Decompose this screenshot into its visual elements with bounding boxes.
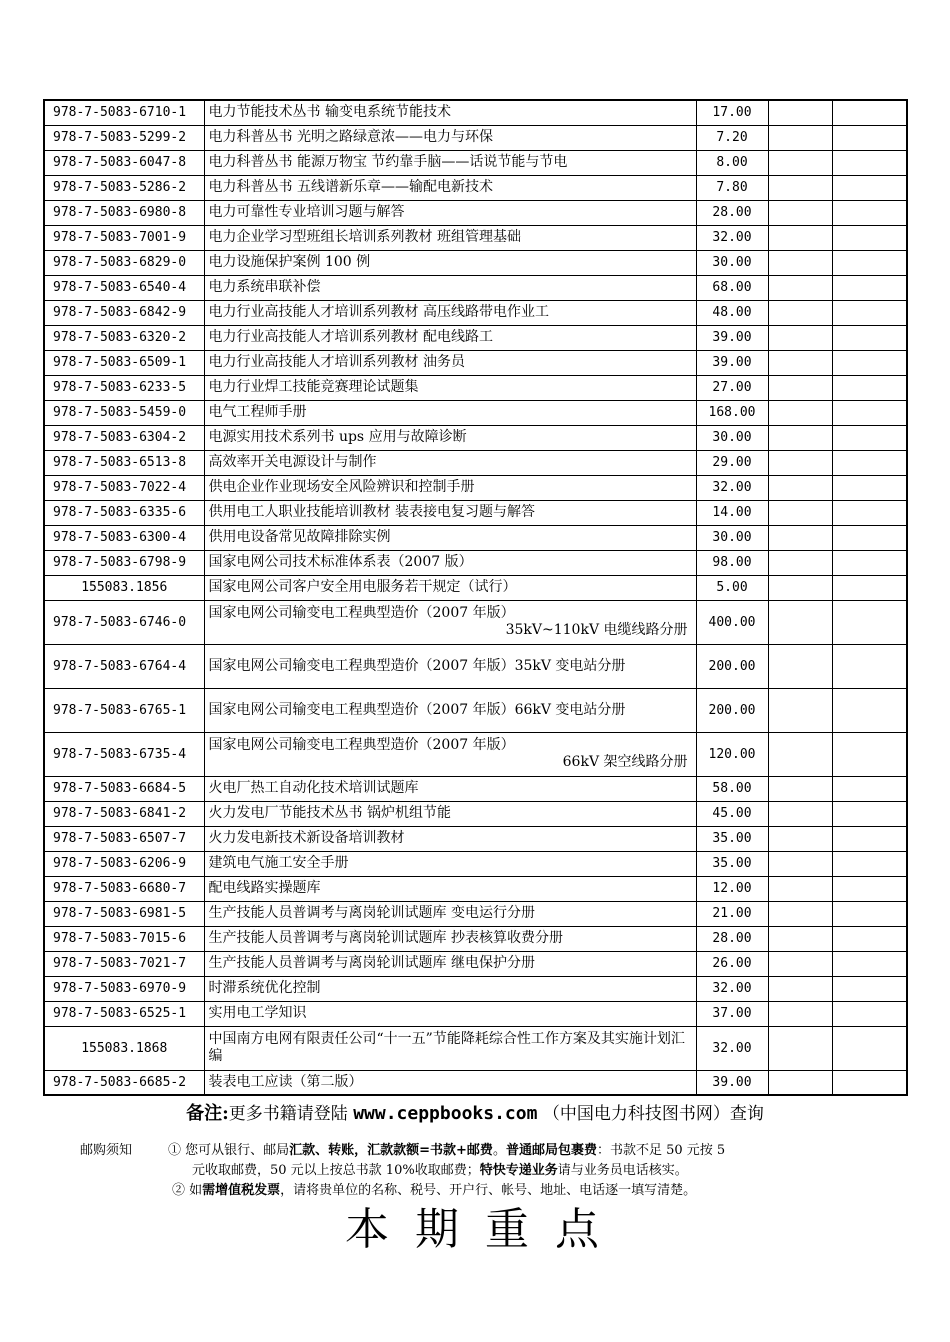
remark-cell[interactable] (832, 550, 907, 575)
isbn-cell: 978-7-5083-6507-7 (44, 826, 204, 851)
table-row (44, 400, 907, 425)
price-cell: 29.00 (696, 450, 768, 475)
title-cell (204, 475, 696, 500)
remark-cell[interactable] (832, 175, 907, 200)
mail-text: 。 (492, 1143, 506, 1158)
remark-cell[interactable] (832, 100, 907, 125)
isbn-cell: 978-7-5083-6680-7 (44, 876, 204, 901)
table-row (44, 1001, 907, 1026)
quantity-cell[interactable] (768, 1070, 832, 1095)
price-cell: 45.00 (696, 801, 768, 826)
price-cell: 30.00 (696, 250, 768, 275)
remark-cell[interactable] (832, 876, 907, 901)
title-text: 电力科普丛书 五线谱新乐章——输配电新技术 (208, 179, 493, 195)
mail-bold: 普通邮局包裹费 (505, 1143, 597, 1158)
price-cell: 400.00 (696, 600, 768, 644)
catalog-body (44, 100, 907, 1095)
quantity-cell[interactable] (768, 425, 832, 450)
price-cell: 32.00 (696, 225, 768, 250)
quantity-cell[interactable] (768, 275, 832, 300)
quantity-cell[interactable] (768, 826, 832, 851)
quantity-cell[interactable] (768, 375, 832, 400)
remark-cell[interactable] (832, 150, 907, 175)
isbn-cell: 978-7-5083-6684-5 (44, 776, 204, 801)
mail-text: ① 您可从银行、邮局 (168, 1143, 290, 1158)
title-line-1: 国家电网公司输变电工程典型造价（2007 年版） (208, 605, 515, 621)
title-text: 供电企业作业现场安全风险辨识和控制手册 (208, 479, 475, 495)
price-cell: 98.00 (696, 550, 768, 575)
remark-cell[interactable] (832, 475, 907, 500)
title-text: 电力企业学习型班组长培训系列教材 班组管理基础 (208, 229, 521, 245)
remark-line (0, 1099, 950, 1125)
quantity-cell[interactable] (768, 350, 832, 375)
price-cell: 39.00 (696, 350, 768, 375)
remark-cell[interactable] (832, 500, 907, 525)
table-row (44, 325, 907, 350)
title-text: 装表电工应读（第二版） (208, 1073, 363, 1090)
quantity-cell[interactable] (768, 325, 832, 350)
title-text: 电力可靠性专业培训习题与解答 (208, 204, 405, 220)
title-cell (204, 500, 696, 525)
title-text: 生产技能人员普调考与离岗轮训试题库 继电保护分册 (208, 955, 535, 971)
table-row (44, 1026, 907, 1070)
price-cell: 200.00 (696, 644, 768, 688)
price-cell: 39.00 (696, 1070, 768, 1095)
remark-text-before: 更多书籍请登陆 (228, 1104, 354, 1124)
mail-order-notice (80, 1141, 900, 1201)
price-cell: 7.80 (696, 175, 768, 200)
table-row (44, 1070, 907, 1095)
title-text: 电力系统串联补偿 (208, 279, 321, 295)
price-cell: 27.00 (696, 375, 768, 400)
isbn-cell: 978-7-5083-6540-4 (44, 275, 204, 300)
table-row (44, 175, 907, 200)
quantity-cell[interactable] (768, 525, 832, 550)
quantity-cell[interactable] (768, 200, 832, 225)
title-cell (204, 776, 696, 801)
title-cell (204, 375, 696, 400)
title-cell (204, 926, 696, 951)
table-row (44, 500, 907, 525)
title-cell (204, 225, 696, 250)
remark-cell[interactable] (832, 200, 907, 225)
table-row (44, 125, 907, 150)
remark-cell[interactable] (832, 732, 907, 776)
price-cell: 7.20 (696, 125, 768, 150)
quantity-cell[interactable] (768, 550, 832, 575)
title-line-2: 66kV 架空线路分册 (562, 754, 688, 770)
title-cell (204, 525, 696, 550)
title-cell (204, 688, 696, 732)
remark-cell[interactable] (832, 250, 907, 275)
remark-cell[interactable] (832, 375, 907, 400)
title-text: 生产技能人员普调考与离岗轮训试题库 抄表核算收费分册 (208, 930, 563, 946)
remark-cell[interactable] (832, 225, 907, 250)
price-cell: 26.00 (696, 951, 768, 976)
table-row (44, 600, 907, 644)
title-cell (204, 876, 696, 901)
table-row (44, 926, 907, 951)
isbn-cell: 978-7-5083-6047-8 (44, 150, 204, 175)
quantity-cell[interactable] (768, 851, 832, 876)
price-cell: 30.00 (696, 525, 768, 550)
quantity-cell[interactable] (768, 951, 832, 976)
title-text: 电力行业焊工技能竞赛理论试题集 (208, 379, 419, 395)
title-text: 电力行业高技能人才培训系列教材 油务员 (208, 354, 465, 370)
isbn-cell: 978-7-5083-6735-4 (44, 732, 204, 776)
title-cell (204, 826, 696, 851)
isbn-cell: 978-7-5083-7021-7 (44, 951, 204, 976)
title-cell (204, 901, 696, 926)
table-row (44, 275, 907, 300)
title-text: 电力科普丛书 能源万物宝 节约靠手脑——话说节能与节电 (208, 154, 568, 170)
book-catalog-table (43, 99, 908, 1096)
title-text: 火力发电新技术新设备培训教材 (208, 830, 405, 846)
isbn-cell: 978-7-5083-5299-2 (44, 125, 204, 150)
title-text: 国家电网公司输变电工程典型造价（2007 年版）35kV 变电站分册 (208, 657, 626, 674)
price-cell: 58.00 (696, 776, 768, 801)
remark-cell[interactable] (832, 400, 907, 425)
title-text: 供用电设备常见故障排除实例 (208, 529, 391, 545)
quantity-cell[interactable] (768, 475, 832, 500)
isbn-cell: 978-7-5083-6335-6 (44, 500, 204, 525)
title-cell (204, 125, 696, 150)
isbn-cell: 978-7-5083-6509-1 (44, 350, 204, 375)
isbn-cell: 978-7-5083-6980-8 (44, 200, 204, 225)
isbn-cell: 978-7-5083-6970-9 (44, 976, 204, 1001)
table-row (44, 575, 907, 600)
price-cell: 12.00 (696, 876, 768, 901)
isbn-cell: 978-7-5083-6525-1 (44, 1001, 204, 1026)
remark-cell[interactable] (832, 425, 907, 450)
isbn-cell: 978-7-5083-6829-0 (44, 250, 204, 275)
title-text: 配电线路实操题库 (208, 880, 321, 896)
mail-bold: 需增值税发票 (202, 1183, 281, 1198)
mail-bold: 汇款、转账，汇款款额=书款+邮费 (289, 1143, 493, 1158)
remark-cell[interactable] (832, 450, 907, 475)
quantity-cell[interactable] (768, 732, 832, 776)
table-row (44, 951, 907, 976)
quantity-cell[interactable] (768, 600, 832, 644)
isbn-cell: 978-7-5083-6798-9 (44, 550, 204, 575)
title-cell (204, 951, 696, 976)
table-row (44, 550, 907, 575)
quantity-cell[interactable] (768, 100, 832, 125)
table-row (44, 801, 907, 826)
isbn-cell: 978-7-5083-7001-9 (44, 225, 204, 250)
price-cell: 168.00 (696, 400, 768, 425)
quantity-cell[interactable] (768, 688, 832, 732)
remark-cell[interactable] (832, 325, 907, 350)
remark-cell[interactable] (832, 826, 907, 851)
table-row (44, 876, 907, 901)
quantity-cell[interactable] (768, 1026, 832, 1070)
isbn-cell: 978-7-5083-5286-2 (44, 175, 204, 200)
price-cell: 32.00 (696, 976, 768, 1001)
table-row (44, 200, 907, 225)
remark-cell[interactable] (832, 525, 907, 550)
remark-cell[interactable] (832, 1001, 907, 1026)
isbn-cell: 155083.1856 (44, 575, 204, 600)
mail-text: 请与业务员电话核实。 (557, 1163, 688, 1178)
price-cell: 37.00 (696, 1001, 768, 1026)
isbn-cell: 978-7-5083-6300-4 (44, 525, 204, 550)
table-row (44, 525, 907, 550)
price-cell: 8.00 (696, 150, 768, 175)
quantity-cell[interactable] (768, 225, 832, 250)
isbn-cell: 978-7-5083-6842-9 (44, 300, 204, 325)
price-cell: 120.00 (696, 732, 768, 776)
isbn-cell: 978-7-5083-6710-1 (44, 100, 204, 125)
price-cell: 5.00 (696, 575, 768, 600)
price-cell: 200.00 (696, 688, 768, 732)
mail-line-1 (80, 1141, 900, 1161)
title-text: 建筑电气施工安全手册 (208, 855, 349, 871)
isbn-cell: 978-7-5083-5459-0 (44, 400, 204, 425)
table-row (44, 300, 907, 325)
title-cell (204, 1026, 696, 1070)
title-text: 电气工程师手册 (208, 404, 307, 420)
quantity-cell[interactable] (768, 500, 832, 525)
table-row (44, 100, 907, 125)
price-cell: 28.00 (696, 926, 768, 951)
remark-cell[interactable] (832, 776, 907, 801)
isbn-cell: 978-7-5083-6981-5 (44, 901, 204, 926)
mail-bold: 特快专递业务 (479, 1163, 558, 1178)
title-cell (204, 976, 696, 1001)
title-text: 国家电网公司客户安全用电服务若干规定（试行） (208, 579, 517, 595)
title-cell (204, 250, 696, 275)
title-text: 时滞系统优化控制 (208, 980, 321, 996)
isbn-cell: 155083.1868 (44, 1026, 204, 1070)
title-cell (204, 644, 696, 688)
isbn-cell: 978-7-5083-6320-2 (44, 325, 204, 350)
title-line-1: 国家电网公司输变电工程典型造价（2007 年版） (208, 737, 515, 753)
quantity-cell[interactable] (768, 575, 832, 600)
remark-cell[interactable] (832, 951, 907, 976)
isbn-cell: 978-7-5083-6233-5 (44, 375, 204, 400)
mail-text: ② 如 (172, 1183, 203, 1198)
isbn-cell: 978-7-5083-6765-1 (44, 688, 204, 732)
isbn-cell: 978-7-5083-7015-6 (44, 926, 204, 951)
remark-cell[interactable] (832, 801, 907, 826)
mail-text: 元收取邮费，50 元以上按总书款 10%收取邮费； (192, 1163, 480, 1178)
title-cell (204, 732, 696, 776)
isbn-cell: 978-7-5083-6685-2 (44, 1070, 204, 1095)
quantity-cell[interactable] (768, 300, 832, 325)
title-cell (204, 200, 696, 225)
title-cell (204, 150, 696, 175)
title-cell (204, 100, 696, 125)
title-cell (204, 1001, 696, 1026)
title-text: 中国南方电网有限责任公司“十一五”节能降耗综合性工作方案及其实施计划汇编 (208, 1031, 685, 1064)
remark-cell[interactable] (832, 1026, 907, 1070)
table-row (44, 150, 907, 175)
table-row (44, 644, 907, 688)
mail-text: ，请将贵单位的名称、税号、开户行、帐号、地址、电话逐一填写清楚。 (280, 1183, 697, 1198)
isbn-cell: 978-7-5083-6746-0 (44, 600, 204, 644)
title-text: 生产技能人员普调考与离岗轮训试题库 变电运行分册 (208, 905, 535, 921)
price-cell: 35.00 (696, 851, 768, 876)
table-row (44, 851, 907, 876)
title-cell (204, 550, 696, 575)
quantity-cell[interactable] (768, 926, 832, 951)
price-cell: 39.00 (696, 325, 768, 350)
price-cell: 48.00 (696, 300, 768, 325)
quantity-cell[interactable] (768, 901, 832, 926)
remark-cell[interactable] (832, 275, 907, 300)
price-cell: 21.00 (696, 901, 768, 926)
mail-line-2 (80, 1161, 900, 1181)
title-text: 电力行业高技能人才培训系列教材 高压线路带电作业工 (208, 304, 549, 320)
quantity-cell[interactable] (768, 450, 832, 475)
isbn-cell: 978-7-5083-6513-8 (44, 450, 204, 475)
quantity-cell[interactable] (768, 801, 832, 826)
isbn-cell: 978-7-5083-6304-2 (44, 425, 204, 450)
isbn-cell: 978-7-5083-6841-2 (44, 801, 204, 826)
table-row (44, 350, 907, 375)
remark-cell[interactable] (832, 300, 907, 325)
table-row (44, 250, 907, 275)
price-cell: 30.00 (696, 425, 768, 450)
remark-label: 备注: (186, 1103, 229, 1124)
table-row (44, 425, 907, 450)
title-cell (204, 1070, 696, 1095)
title-cell (204, 801, 696, 826)
remark-cell[interactable] (832, 851, 907, 876)
table-row (44, 375, 907, 400)
title-cell (204, 600, 696, 644)
price-cell: 32.00 (696, 475, 768, 500)
table-row (44, 688, 907, 732)
remark-cell[interactable] (832, 976, 907, 1001)
quantity-cell[interactable] (768, 250, 832, 275)
title-text: 电力行业高技能人才培训系列教材 配电线路工 (208, 329, 493, 345)
table-row (44, 732, 907, 776)
price-cell: 35.00 (696, 826, 768, 851)
remark-cell[interactable] (832, 926, 907, 951)
remark-cell[interactable] (832, 575, 907, 600)
table-row (44, 450, 907, 475)
price-cell: 68.00 (696, 275, 768, 300)
price-cell: 17.00 (696, 100, 768, 125)
remark-cell[interactable] (832, 1070, 907, 1095)
title-text: 电力设施保护案例 100 例 (208, 254, 371, 270)
remark-cell[interactable] (832, 350, 907, 375)
title-text: 火电厂热工自动化技术培训试题库 (208, 780, 419, 796)
remark-cell[interactable] (832, 688, 907, 732)
title-cell (204, 450, 696, 475)
mail-heading: 邮购须知 (80, 1143, 133, 1158)
table-row (44, 826, 907, 851)
title-cell (204, 851, 696, 876)
table-row (44, 976, 907, 1001)
table-row (44, 225, 907, 250)
title-text: 电力节能技术丛书 输变电系统节能技术 (208, 104, 451, 121)
title-text: 火力发电厂节能技术丛书 锅炉机组节能 (208, 805, 451, 821)
table-row (44, 901, 907, 926)
quantity-cell[interactable] (768, 175, 832, 200)
remark-cell[interactable] (832, 644, 907, 688)
title-cell (204, 350, 696, 375)
title-text: 高效率开关电源设计与制作 (208, 454, 377, 470)
quantity-cell[interactable] (768, 776, 832, 801)
isbn-cell: 978-7-5083-6206-9 (44, 851, 204, 876)
title-text: 国家电网公司技术标准体系表（2007 版） (208, 554, 473, 570)
isbn-cell: 978-7-5083-7022-4 (44, 475, 204, 500)
title-text: 供用电工人职业技能培训教材 装表接电复习题与解答 (208, 504, 535, 520)
table-row (44, 776, 907, 801)
section-title: 本期重点 (345, 1204, 625, 1255)
title-cell (204, 400, 696, 425)
quantity-cell[interactable] (768, 1001, 832, 1026)
remark-cell[interactable] (832, 600, 907, 644)
quantity-cell[interactable] (768, 125, 832, 150)
title-cell (204, 325, 696, 350)
price-cell: 28.00 (696, 200, 768, 225)
title-cell (204, 275, 696, 300)
title-cell (204, 575, 696, 600)
price-cell: 14.00 (696, 500, 768, 525)
quantity-cell[interactable] (768, 150, 832, 175)
quantity-cell[interactable] (768, 876, 832, 901)
title-text: 国家电网公司输变电工程典型造价（2007 年版）66kV 变电站分册 (208, 701, 626, 718)
title-cell (204, 175, 696, 200)
quantity-cell[interactable] (768, 400, 832, 425)
title-text: 电力科普丛书 光明之路绿意浓——电力与环保 (208, 129, 493, 145)
price-cell: 32.00 (696, 1026, 768, 1070)
title-cell (204, 425, 696, 450)
remark-text-after: （中国电力科技图书网）查询 (537, 1104, 764, 1124)
title-line-2: 35kV~110kV 电缆线路分册 (505, 622, 688, 638)
title-cell (204, 300, 696, 325)
remark-cell[interactable] (832, 125, 907, 150)
website-link[interactable]: www.ceppbooks.com (353, 1103, 538, 1124)
title-text: 实用电工学知识 (208, 1005, 307, 1021)
mail-text: ：书款不足 50 元按 5 (596, 1143, 726, 1158)
table-row (44, 475, 907, 500)
quantity-cell[interactable] (768, 976, 832, 1001)
title-text: 电源实用技术系列书 ups 应用与故障诊断 (208, 429, 467, 445)
quantity-cell[interactable] (768, 644, 832, 688)
isbn-cell: 978-7-5083-6764-4 (44, 644, 204, 688)
remark-cell[interactable] (832, 901, 907, 926)
